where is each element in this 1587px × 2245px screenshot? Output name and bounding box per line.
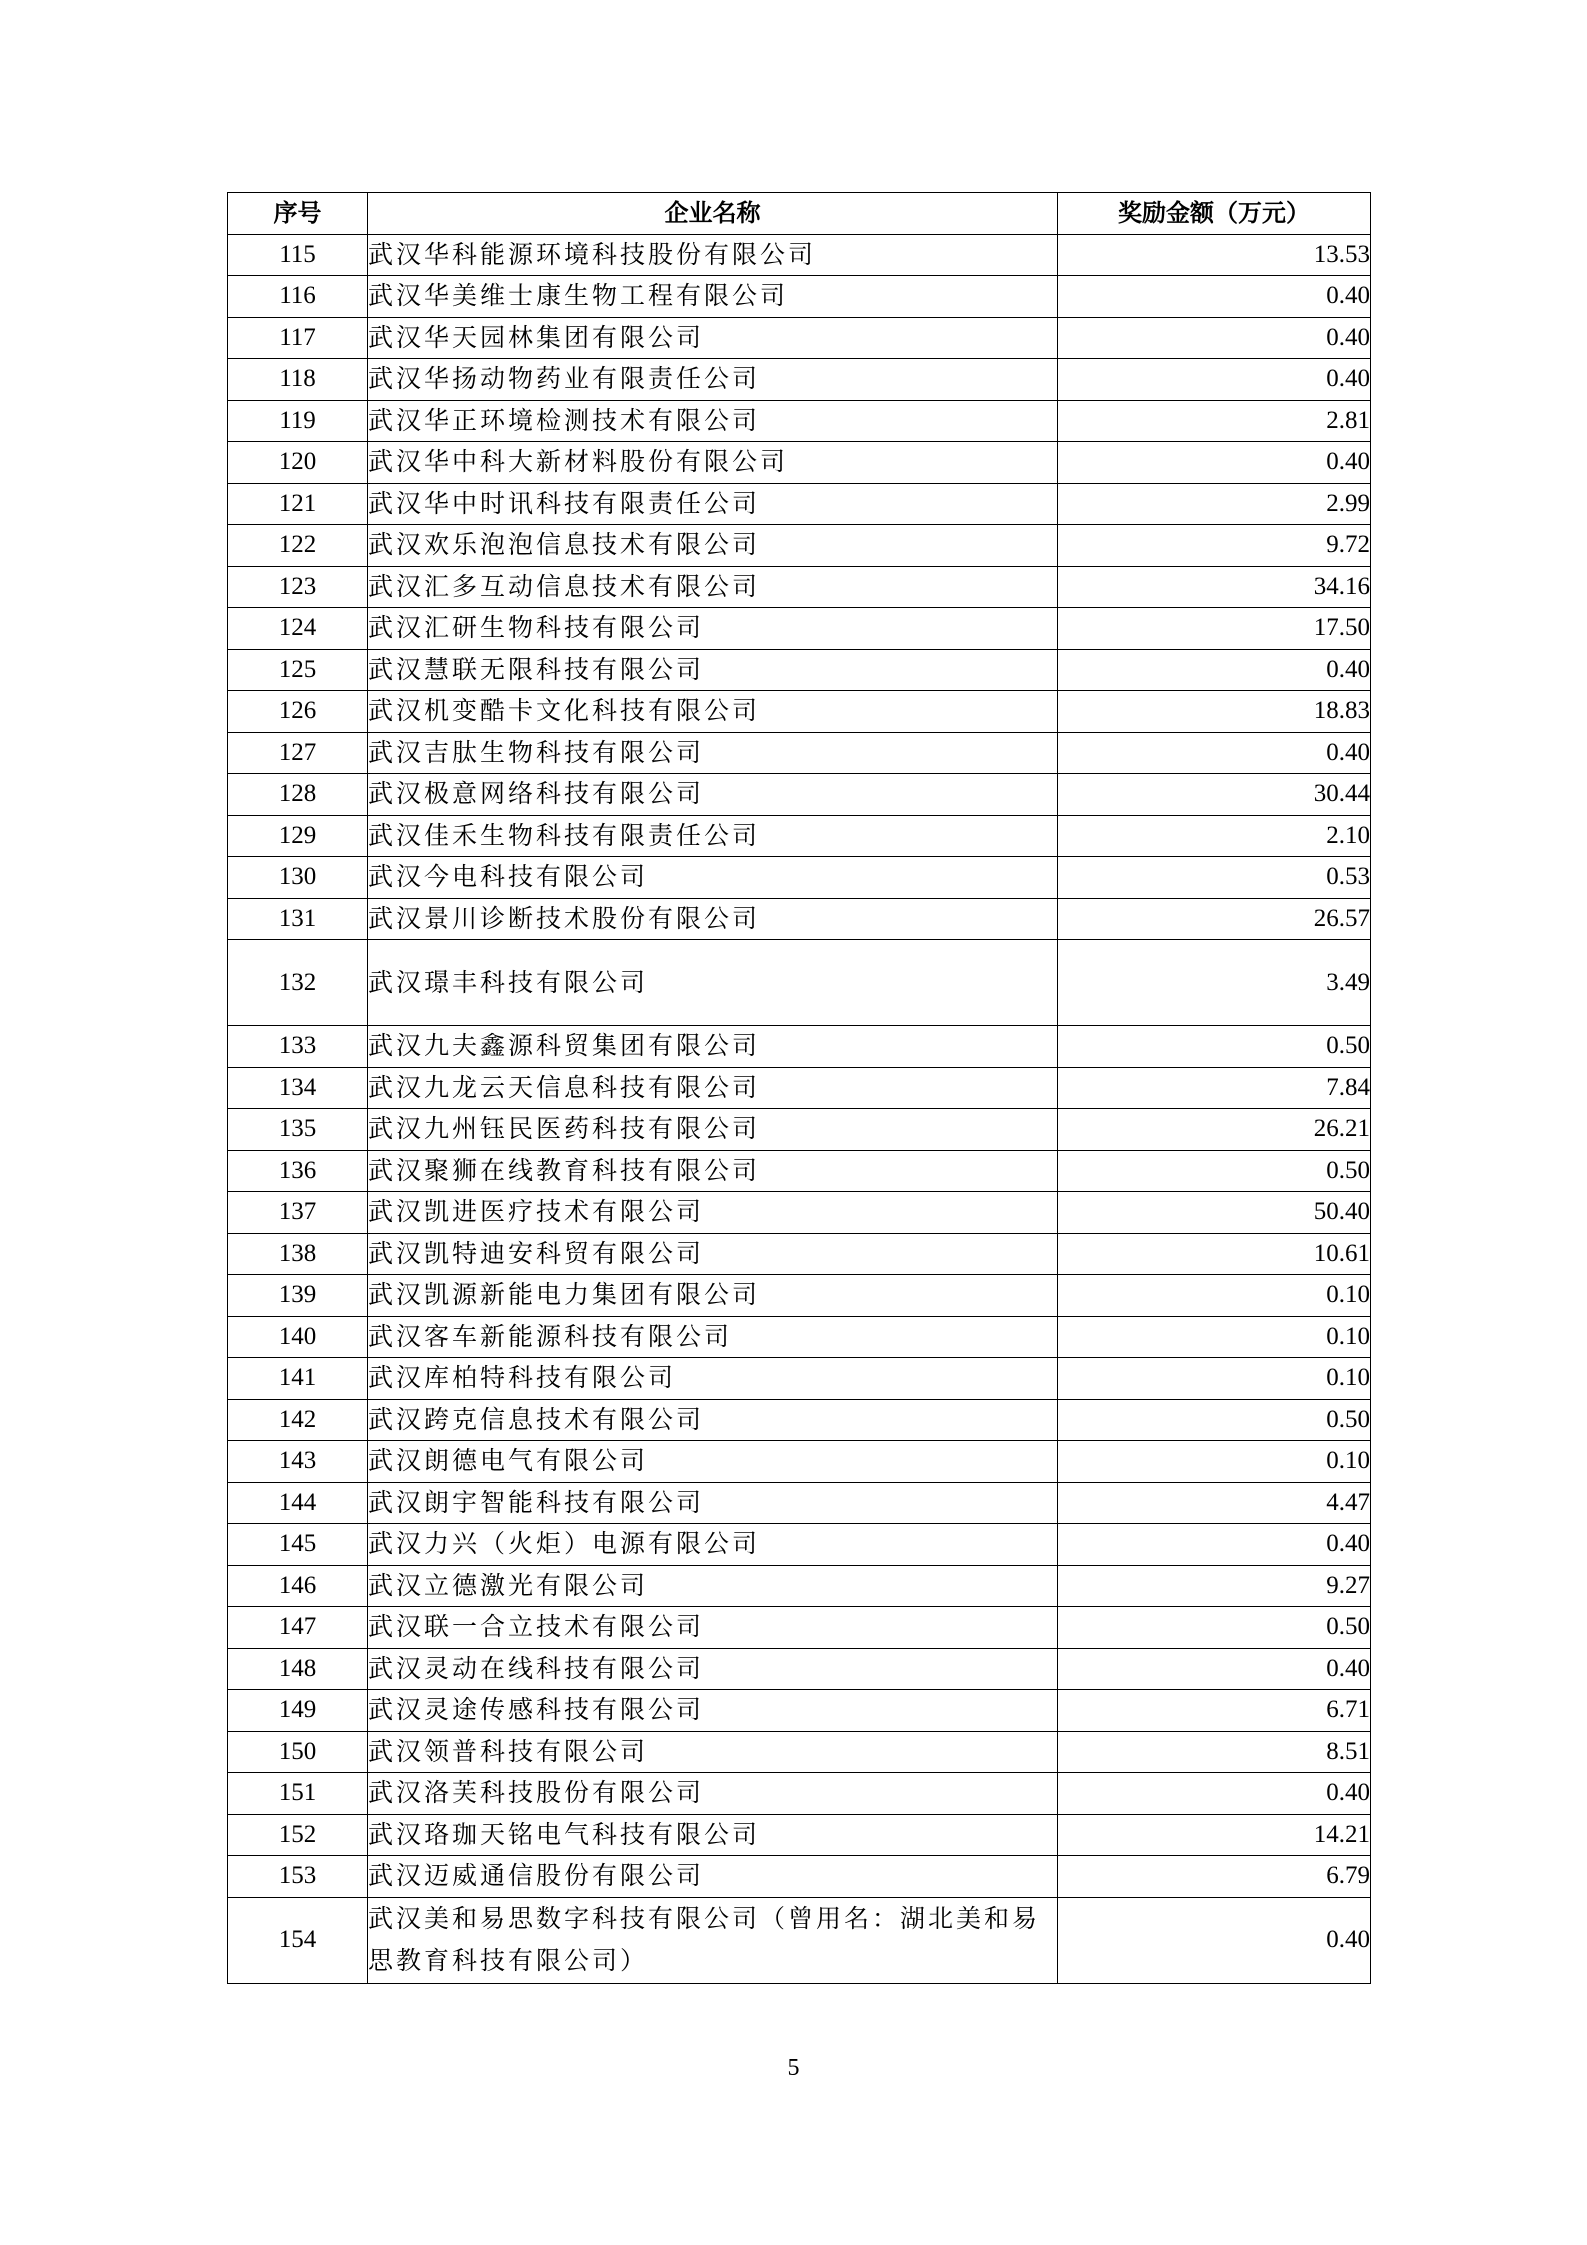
row-company-name: 武汉灵途传感科技有限公司 [368,1690,1058,1732]
row-company-name: 武汉汇多互动信息技术有限公司 [368,566,1058,608]
row-seq: 140 [228,1316,368,1358]
table-row [228,359,1371,401]
table-row [228,1441,1371,1483]
row-company-name: 武汉聚狮在线教育科技有限公司 [368,1150,1058,1192]
row-award-amount: 0.40 [1058,1773,1371,1815]
table-row [228,234,1371,276]
row-company-name: 武汉佳禾生物科技有限责任公司 [368,815,1058,857]
row-seq: 151 [228,1773,368,1815]
row-seq: 122 [228,525,368,567]
row-company-name: 武汉九州钰民医药科技有限公司 [368,1109,1058,1151]
row-award-amount: 2.10 [1058,815,1371,857]
row-company-name: 武汉迈威通信股份有限公司 [368,1856,1058,1898]
row-company-name: 武汉华天园林集团有限公司 [368,317,1058,359]
row-award-amount: 18.83 [1058,691,1371,733]
table-row [228,940,1371,1026]
row-award-amount: 8.51 [1058,1731,1371,1773]
row-award-amount: 10.61 [1058,1233,1371,1275]
table-row [228,276,1371,318]
row-company-name: 武汉今电科技有限公司 [368,857,1058,899]
table-row [228,566,1371,608]
row-seq: 137 [228,1192,368,1234]
row-company-name: 武汉欢乐泡泡信息技术有限公司 [368,525,1058,567]
table-row [228,1607,1371,1649]
table-row [228,1856,1371,1898]
row-seq: 117 [228,317,368,359]
row-company-name: 武汉华中时讯科技有限责任公司 [368,483,1058,525]
row-company-name: 武汉联一合立技术有限公司 [368,1607,1058,1649]
row-company-name: 武汉九夫鑫源科贸集团有限公司 [368,1026,1058,1068]
row-company-name: 武汉吉肽生物科技有限公司 [368,732,1058,774]
row-award-amount: 6.79 [1058,1856,1371,1898]
row-seq: 146 [228,1565,368,1607]
table-row [228,732,1371,774]
table-row [228,400,1371,442]
row-company-name: 武汉凯进医疗技术有限公司 [368,1192,1058,1234]
row-award-amount: 50.40 [1058,1192,1371,1234]
table-row [228,1897,1371,1983]
table-row [228,649,1371,691]
row-award-amount: 26.21 [1058,1109,1371,1151]
table-row [228,608,1371,650]
table-row [228,442,1371,484]
table-row [228,1399,1371,1441]
table-row [228,317,1371,359]
row-seq: 134 [228,1067,368,1109]
row-seq: 128 [228,774,368,816]
row-award-amount: 6.71 [1058,1690,1371,1732]
header-company-name: 企业名称 [368,193,1058,235]
row-award-amount: 0.50 [1058,1026,1371,1068]
row-company-name: 武汉美和易思数字科技有限公司（曾用名：湖北美和易思教育科技有限公司） [368,1897,1058,1983]
row-seq: 154 [228,1897,368,1983]
row-seq: 130 [228,857,368,899]
row-seq: 123 [228,566,368,608]
table-body [228,234,1371,1983]
row-company-name: 武汉璟丰科技有限公司 [368,940,1058,1026]
table-row [228,857,1371,899]
row-company-name: 武汉华中科大新材料股份有限公司 [368,442,1058,484]
row-company-name: 武汉力兴（火炬）电源有限公司 [368,1524,1058,1566]
table-row [228,1482,1371,1524]
page-number: 5 [787,2055,800,2081]
row-seq: 119 [228,400,368,442]
table-row [228,1565,1371,1607]
row-award-amount: 34.16 [1058,566,1371,608]
row-seq: 144 [228,1482,368,1524]
row-award-amount: 4.47 [1058,1482,1371,1524]
row-award-amount: 0.50 [1058,1399,1371,1441]
row-award-amount: 0.40 [1058,276,1371,318]
table-row [228,774,1371,816]
row-award-amount: 14.21 [1058,1814,1371,1856]
row-company-name: 武汉慧联无限科技有限公司 [368,649,1058,691]
table-row [228,1026,1371,1068]
row-company-name: 武汉凯特迪安科贸有限公司 [368,1233,1058,1275]
row-seq: 115 [228,234,368,276]
table-row [228,691,1371,733]
row-award-amount: 0.53 [1058,857,1371,899]
row-seq: 131 [228,898,368,940]
row-award-amount: 0.50 [1058,1607,1371,1649]
row-award-amount: 2.99 [1058,483,1371,525]
row-company-name: 武汉灵动在线科技有限公司 [368,1648,1058,1690]
row-seq: 147 [228,1607,368,1649]
row-award-amount: 9.27 [1058,1565,1371,1607]
table-row [228,1731,1371,1773]
row-company-name: 武汉景川诊断技术股份有限公司 [368,898,1058,940]
table-header-row [228,193,1371,235]
row-award-amount: 0.40 [1058,1524,1371,1566]
row-seq: 126 [228,691,368,733]
table-row [228,1690,1371,1732]
row-company-name: 武汉朗德电气有限公司 [368,1441,1058,1483]
row-award-amount: 13.53 [1058,234,1371,276]
row-company-name: 武汉汇研生物科技有限公司 [368,608,1058,650]
row-company-name: 武汉客车新能源科技有限公司 [368,1316,1058,1358]
row-company-name: 武汉立德激光有限公司 [368,1565,1058,1607]
row-seq: 150 [228,1731,368,1773]
row-seq: 125 [228,649,368,691]
row-award-amount: 2.81 [1058,400,1371,442]
table-row [228,1524,1371,1566]
row-seq: 127 [228,732,368,774]
row-seq: 149 [228,1690,368,1732]
row-award-amount: 7.84 [1058,1067,1371,1109]
row-seq: 118 [228,359,368,401]
row-award-amount: 9.72 [1058,525,1371,567]
row-seq: 141 [228,1358,368,1400]
row-seq: 153 [228,1856,368,1898]
row-company-name: 武汉库柏特科技有限公司 [368,1358,1058,1400]
row-company-name: 武汉九龙云天信息科技有限公司 [368,1067,1058,1109]
row-company-name: 武汉领普科技有限公司 [368,1731,1058,1773]
row-award-amount: 30.44 [1058,774,1371,816]
row-company-name: 武汉跨克信息技术有限公司 [368,1399,1058,1441]
row-award-amount: 0.10 [1058,1316,1371,1358]
row-seq: 121 [228,483,368,525]
row-company-name: 武汉华正环境检测技术有限公司 [368,400,1058,442]
header-award-amount: 奖励金额（万元） [1058,193,1371,235]
table-row [228,1233,1371,1275]
row-seq: 143 [228,1441,368,1483]
row-seq: 152 [228,1814,368,1856]
row-company-name: 武汉华扬动物药业有限责任公司 [368,359,1058,401]
table-row [228,1773,1371,1815]
row-seq: 136 [228,1150,368,1192]
row-seq: 135 [228,1109,368,1151]
table-row [228,483,1371,525]
row-award-amount: 17.50 [1058,608,1371,650]
row-seq: 124 [228,608,368,650]
row-seq: 120 [228,442,368,484]
row-company-name: 武汉凯源新能电力集团有限公司 [368,1275,1058,1317]
table-row [228,898,1371,940]
row-award-amount: 0.10 [1058,1275,1371,1317]
table-row [228,1648,1371,1690]
row-company-name: 武汉极意网络科技有限公司 [368,774,1058,816]
row-seq: 145 [228,1524,368,1566]
table-row [228,1109,1371,1151]
table-row [228,1192,1371,1234]
table-row [228,525,1371,567]
row-award-amount: 0.40 [1058,1648,1371,1690]
row-seq: 142 [228,1399,368,1441]
row-award-amount: 0.40 [1058,1897,1371,1983]
row-company-name: 武汉华科能源环境科技股份有限公司 [368,234,1058,276]
row-award-amount: 0.40 [1058,732,1371,774]
row-seq: 139 [228,1275,368,1317]
row-company-name: 武汉朗宇智能科技有限公司 [368,1482,1058,1524]
table-row [228,1275,1371,1317]
table-row [228,1358,1371,1400]
row-company-name: 武汉珞珈天铭电气科技有限公司 [368,1814,1058,1856]
table-row [228,1150,1371,1192]
row-seq: 138 [228,1233,368,1275]
row-company-name: 武汉华美维士康生物工程有限公司 [368,276,1058,318]
award-table [227,192,1371,1984]
row-award-amount: 3.49 [1058,940,1371,1026]
table-row [228,1814,1371,1856]
row-award-amount: 0.40 [1058,359,1371,401]
table-row [228,1316,1371,1358]
row-award-amount: 0.40 [1058,442,1371,484]
row-award-amount: 0.50 [1058,1150,1371,1192]
row-award-amount: 0.40 [1058,317,1371,359]
row-award-amount: 26.57 [1058,898,1371,940]
row-award-amount: 0.10 [1058,1441,1371,1483]
row-award-amount: 0.40 [1058,649,1371,691]
row-seq: 148 [228,1648,368,1690]
row-seq: 129 [228,815,368,857]
row-seq: 133 [228,1026,368,1068]
row-company-name: 武汉机变酷卡文化科技有限公司 [368,691,1058,733]
row-award-amount: 0.10 [1058,1358,1371,1400]
row-seq: 116 [228,276,368,318]
row-company-name: 武汉洛芙科技股份有限公司 [368,1773,1058,1815]
row-seq: 132 [228,940,368,1026]
table-row [228,815,1371,857]
table-row [228,1067,1371,1109]
header-seq: 序号 [228,193,368,235]
